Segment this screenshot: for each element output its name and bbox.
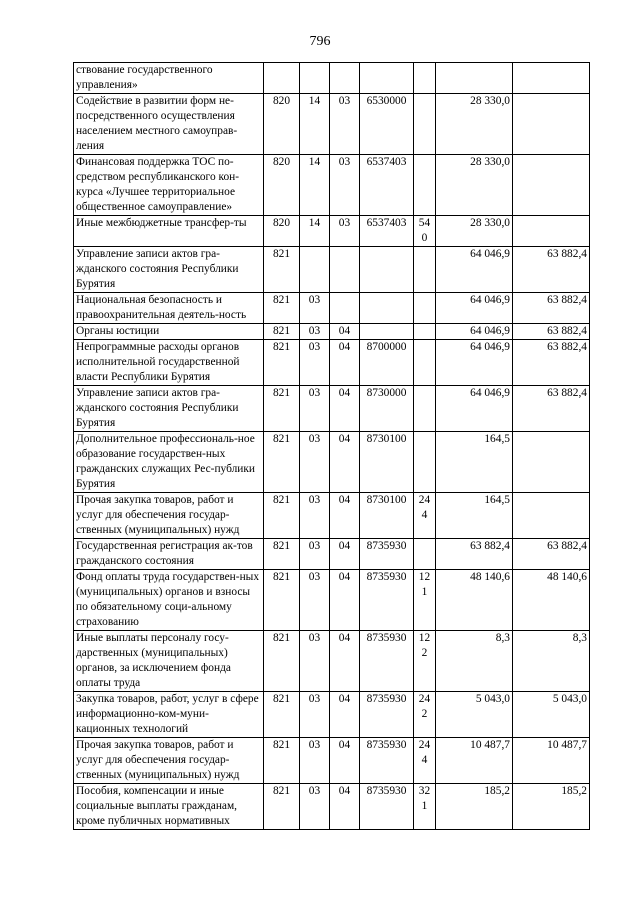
- target-article-cell: 8735930: [360, 570, 414, 631]
- subsection-code-cell: [330, 63, 360, 94]
- row-name-cell: Управление записи актов гра-жданского состояния Республики Бурятия: [74, 386, 264, 432]
- target-article-cell: 6537403: [360, 216, 414, 247]
- amount-year2-cell: 48 140,6: [513, 570, 590, 631]
- target-article-cell: [360, 324, 414, 340]
- row-name-cell: Закупка товаров, работ, услуг в сфере информационно-ком-муни-кационных технологий: [74, 692, 264, 738]
- amount-year1-cell: 164,5: [436, 493, 513, 539]
- amount-year2-cell: 5 043,0: [513, 692, 590, 738]
- target-article-cell: 8730000: [360, 386, 414, 432]
- section-code-cell: 03: [300, 539, 330, 570]
- row-name-cell: Органы юстиции: [74, 324, 264, 340]
- table-row: [74, 63, 590, 94]
- expense-type-cell: [414, 340, 436, 386]
- amount-year1-cell: 48 140,6: [436, 570, 513, 631]
- target-article-cell: [360, 63, 414, 94]
- expense-type-cell: 122: [414, 631, 436, 692]
- subsection-code-cell: 03: [330, 94, 360, 155]
- target-article-cell: 8700000: [360, 340, 414, 386]
- expense-type-cell: 242: [414, 692, 436, 738]
- subsection-code-cell: 03: [330, 155, 360, 216]
- section-code-cell: [300, 63, 330, 94]
- expense-type-cell: [414, 386, 436, 432]
- section-code-cell: 14: [300, 155, 330, 216]
- table-row: [74, 692, 590, 738]
- table-row: [74, 324, 590, 340]
- ved-code-cell: 820: [264, 155, 300, 216]
- subsection-code-cell: 04: [330, 570, 360, 631]
- target-article-cell: 8735930: [360, 738, 414, 784]
- expense-type-cell: 121: [414, 570, 436, 631]
- amount-year2-cell: 63 882,4: [513, 340, 590, 386]
- row-name-cell: Непрограммные расходы органов исполнительной государственной власти Республики Бурятия: [74, 340, 264, 386]
- ved-code-cell: 821: [264, 386, 300, 432]
- subsection-code-cell: 04: [330, 738, 360, 784]
- amount-year1-cell: 64 046,9: [436, 340, 513, 386]
- ved-code-cell: 821: [264, 432, 300, 493]
- section-code-cell: 03: [300, 432, 330, 493]
- row-name-cell: Фонд оплаты труда государствен-ных (муниципальных) органов и взносы по обязательному соци-альному страхованию: [74, 570, 264, 631]
- table-row: [74, 216, 590, 247]
- ved-code-cell: 821: [264, 570, 300, 631]
- subsection-code-cell: 04: [330, 432, 360, 493]
- subsection-code-cell: [330, 293, 360, 324]
- amount-year2-cell: 63 882,4: [513, 247, 590, 293]
- row-name-cell: Государственная регистрация ак-тов гражданского состояния: [74, 539, 264, 570]
- amount-year2-cell: 63 882,4: [513, 293, 590, 324]
- section-code-cell: 03: [300, 324, 330, 340]
- expense-type-cell: [414, 247, 436, 293]
- expense-type-cell: 321: [414, 784, 436, 830]
- amount-year2-cell: [513, 432, 590, 493]
- table-row: [74, 539, 590, 570]
- target-article-cell: 8735930: [360, 631, 414, 692]
- amount-year1-cell: 10 487,7: [436, 738, 513, 784]
- subsection-code-cell: 04: [330, 493, 360, 539]
- expense-type-cell: [414, 94, 436, 155]
- budget-table: [73, 62, 590, 830]
- expense-type-cell: 244: [414, 493, 436, 539]
- target-article-cell: [360, 247, 414, 293]
- ved-code-cell: 821: [264, 247, 300, 293]
- table-row: [74, 386, 590, 432]
- table-row: [74, 631, 590, 692]
- ved-code-cell: 821: [264, 539, 300, 570]
- target-article-cell: [360, 293, 414, 324]
- table-row: [74, 340, 590, 386]
- table-row: [74, 293, 590, 324]
- subsection-code-cell: 04: [330, 386, 360, 432]
- target-article-cell: 8735930: [360, 784, 414, 830]
- ved-code-cell: 821: [264, 493, 300, 539]
- subsection-code-cell: 04: [330, 539, 360, 570]
- amount-year2-cell: [513, 63, 590, 94]
- ved-code-cell: 821: [264, 293, 300, 324]
- ved-code-cell: 821: [264, 631, 300, 692]
- subsection-code-cell: 04: [330, 324, 360, 340]
- row-name-cell: Пособия, компенсации и иные социальные выплаты гражданам, кроме публичных нормативных: [74, 784, 264, 830]
- table-row: [74, 432, 590, 493]
- ved-code-cell: 820: [264, 216, 300, 247]
- target-article-cell: 6530000: [360, 94, 414, 155]
- amount-year2-cell: 10 487,7: [513, 738, 590, 784]
- ved-code-cell: 821: [264, 324, 300, 340]
- amount-year1-cell: 28 330,0: [436, 216, 513, 247]
- row-name-cell: Содействие в развитии форм не-посредственного осуществления населением местного самоуправ-ления: [74, 94, 264, 155]
- expense-type-cell: [414, 324, 436, 340]
- amount-year2-cell: 185,2: [513, 784, 590, 830]
- section-code-cell: 03: [300, 631, 330, 692]
- amount-year1-cell: 64 046,9: [436, 386, 513, 432]
- amount-year1-cell: 185,2: [436, 784, 513, 830]
- expense-type-cell: [414, 155, 436, 216]
- amount-year2-cell: [513, 155, 590, 216]
- subsection-code-cell: 04: [330, 784, 360, 830]
- section-code-cell: 03: [300, 386, 330, 432]
- table-row: [74, 570, 590, 631]
- section-code-cell: 03: [300, 340, 330, 386]
- subsection-code-cell: 04: [330, 340, 360, 386]
- section-code-cell: 14: [300, 94, 330, 155]
- amount-year2-cell: 8,3: [513, 631, 590, 692]
- amount-year1-cell: [436, 63, 513, 94]
- row-name-cell: ствование государственного управления»: [74, 63, 264, 94]
- section-code-cell: 03: [300, 493, 330, 539]
- row-name-cell: Управление записи актов гра-жданского состояния Республики Бурятия: [74, 247, 264, 293]
- amount-year2-cell: [513, 216, 590, 247]
- ved-code-cell: 821: [264, 738, 300, 784]
- ved-code-cell: [264, 63, 300, 94]
- row-name-cell: Иные выплаты персоналу госу-дарственных (муниципальных) органов, за исключением фонда оплаты труда: [74, 631, 264, 692]
- ved-code-cell: 820: [264, 94, 300, 155]
- amount-year1-cell: 28 330,0: [436, 94, 513, 155]
- page-number: 796: [309, 34, 331, 49]
- expense-type-cell: [414, 539, 436, 570]
- section-code-cell: 14: [300, 216, 330, 247]
- target-article-cell: 8735930: [360, 539, 414, 570]
- subsection-code-cell: 04: [330, 631, 360, 692]
- table-row: [74, 493, 590, 539]
- expense-type-cell: [414, 63, 436, 94]
- section-code-cell: 03: [300, 570, 330, 631]
- target-article-cell: 8730100: [360, 432, 414, 493]
- amount-year1-cell: 8,3: [436, 631, 513, 692]
- expense-type-cell: [414, 432, 436, 493]
- target-article-cell: 8735930: [360, 692, 414, 738]
- table-row: [74, 94, 590, 155]
- table-row: [74, 738, 590, 784]
- table-row: [74, 247, 590, 293]
- subsection-code-cell: 04: [330, 692, 360, 738]
- expense-type-cell: 244: [414, 738, 436, 784]
- row-name-cell: Дополнительное профессиональ-ное образование государствен-ных гражданских служащих Рес-публики Бурятия: [74, 432, 264, 493]
- amount-year1-cell: 63 882,4: [436, 539, 513, 570]
- row-name-cell: Прочая закупка товаров, работ и услуг для обеспечения государ-ственных (муниципальных) нужд: [74, 493, 264, 539]
- expense-type-cell: [414, 293, 436, 324]
- amount-year1-cell: 28 330,0: [436, 155, 513, 216]
- table-row: [74, 784, 590, 830]
- ved-code-cell: 821: [264, 340, 300, 386]
- amount-year2-cell: [513, 493, 590, 539]
- target-article-cell: 6537403: [360, 155, 414, 216]
- amount-year1-cell: 5 043,0: [436, 692, 513, 738]
- subsection-code-cell: [330, 247, 360, 293]
- section-code-cell: 03: [300, 692, 330, 738]
- expense-type-cell: 540: [414, 216, 436, 247]
- amount-year1-cell: 64 046,9: [436, 293, 513, 324]
- section-code-cell: 03: [300, 738, 330, 784]
- row-name-cell: Иные межбюджетные трансфер-ты: [74, 216, 264, 247]
- amount-year2-cell: 63 882,4: [513, 324, 590, 340]
- amount-year2-cell: [513, 94, 590, 155]
- ved-code-cell: 821: [264, 692, 300, 738]
- table-row: [74, 155, 590, 216]
- section-code-cell: [300, 247, 330, 293]
- amount-year2-cell: 63 882,4: [513, 386, 590, 432]
- ved-code-cell: 821: [264, 784, 300, 830]
- section-code-cell: 03: [300, 784, 330, 830]
- row-name-cell: Национальная безопасность и правоохранительная деятель-ность: [74, 293, 264, 324]
- amount-year1-cell: 164,5: [436, 432, 513, 493]
- amount-year2-cell: 63 882,4: [513, 539, 590, 570]
- target-article-cell: 8730100: [360, 493, 414, 539]
- row-name-cell: Финансовая поддержка ТОС по-средством республиканского кон-курса «Лучшее территориальное общественное самоуправление»: [74, 155, 264, 216]
- row-name-cell: Прочая закупка товаров, работ и услуг для обеспечения государ-ственных (муниципальных) нужд: [74, 738, 264, 784]
- section-code-cell: 03: [300, 293, 330, 324]
- subsection-code-cell: 03: [330, 216, 360, 247]
- amount-year1-cell: 64 046,9: [436, 247, 513, 293]
- amount-year1-cell: 64 046,9: [436, 324, 513, 340]
